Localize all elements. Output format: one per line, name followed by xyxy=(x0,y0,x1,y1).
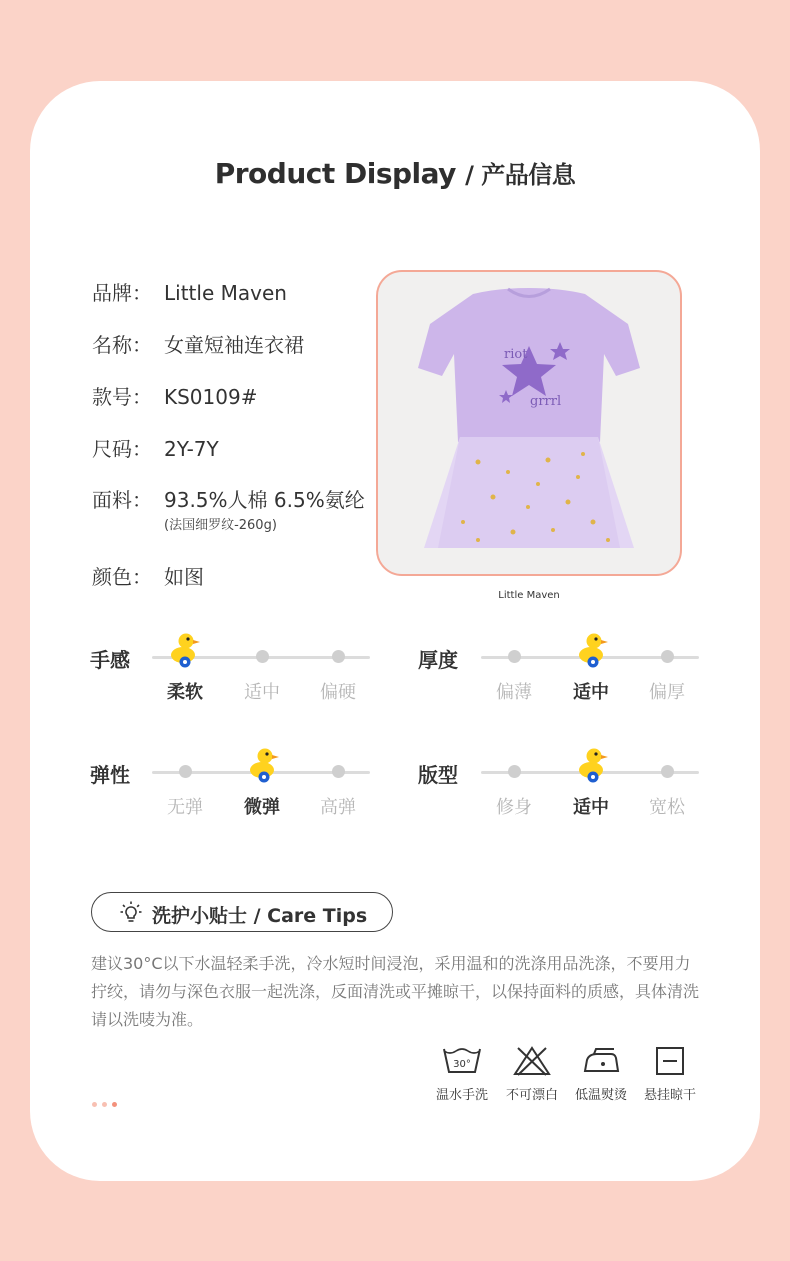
scale-label-feel: 手感 xyxy=(90,648,130,672)
page-title xyxy=(0,155,790,190)
scale-option: 适中 xyxy=(244,682,280,703)
scale-label-elasticity: 弹性 xyxy=(90,763,130,787)
care-label: 温水手洗 xyxy=(435,1088,488,1103)
care-item-hang-dry xyxy=(635,1046,705,1103)
fabric-note: (法国细罗纹-260g) xyxy=(164,518,277,533)
print-text-top: riot xyxy=(504,347,528,362)
duck-indicator-icon xyxy=(167,631,203,669)
title-sub: / 产品信息 xyxy=(465,161,576,189)
scale-dot xyxy=(179,765,192,778)
scale-dot xyxy=(508,650,521,663)
wash-temp-badge: 30° xyxy=(453,1059,471,1070)
title-main: Product Display xyxy=(214,157,456,190)
spec-brand: 品牌： Little Maven xyxy=(92,281,287,305)
duck-indicator-icon xyxy=(246,746,282,784)
scale-dot xyxy=(661,765,674,778)
scale-label-fit: 版型 xyxy=(418,763,458,787)
low-iron-icon xyxy=(581,1046,621,1076)
scale-option: 修身 xyxy=(496,797,532,818)
care-label: 悬挂晾干 xyxy=(643,1088,696,1103)
care-tips-text: 建议30°C以下水温轻柔手洗，冷水短时间浸泡，采用温和的洗涤用品洗涤，不要用力拧绞，请勿与深色衣服一起洗涤，反面清洗或平摊晾干，以保持面料的质感，具体清洗请以洗唛为准。 xyxy=(91,954,700,1029)
spec-name: 名称： 女童短袖连衣裙 xyxy=(92,333,304,357)
scale-dot xyxy=(256,650,269,663)
care-label: 不可漂白 xyxy=(505,1088,558,1103)
scale-option: 宽松 xyxy=(649,797,685,818)
spec-style-no: 款号： KS0109# xyxy=(92,385,258,409)
care-tips-label: 洗护小贴士 / Care Tips xyxy=(152,905,368,927)
scale-dot xyxy=(332,650,345,663)
page-indicator xyxy=(92,1092,122,1111)
no-bleach-icon xyxy=(512,1046,552,1076)
spec-size: 尺码： 2Y-7Y xyxy=(92,437,219,461)
care-tips-pill xyxy=(91,892,393,932)
scale-option: 无弹 xyxy=(167,797,203,818)
scale-dot xyxy=(661,650,674,663)
spec-fabric: 面料： 93.5%人棉 6.5%氨纶 (法国细罗纹-260g) xyxy=(92,488,365,533)
scale-option: 适中 xyxy=(573,797,609,818)
scale-option: 偏硬 xyxy=(320,682,356,703)
scale-label-thickness: 厚度 xyxy=(418,648,458,672)
scale-dot xyxy=(508,765,521,778)
scale-option: 微弹 xyxy=(244,797,280,818)
product-photo xyxy=(376,270,682,576)
hang-dry-icon xyxy=(650,1046,690,1076)
hand-wash-icon xyxy=(442,1046,482,1076)
care-label: 低温熨烫 xyxy=(574,1088,627,1103)
print-text-bottom: grrrl xyxy=(530,394,562,409)
care-item-low-iron xyxy=(566,1046,636,1103)
dress-illustration xyxy=(418,288,640,548)
care-item-hand-wash xyxy=(427,1046,497,1103)
scale-option: 高弹 xyxy=(320,797,356,818)
duck-indicator-icon xyxy=(575,631,611,669)
scale-option: 偏厚 xyxy=(649,682,685,703)
spec-color: 颜色： 如图 xyxy=(92,565,204,589)
scale-option: 柔软 xyxy=(167,682,203,703)
scale-dot xyxy=(332,765,345,778)
photo-caption: Little Maven xyxy=(498,590,560,601)
lightbulb-icon xyxy=(120,901,142,923)
duck-indicator-icon xyxy=(575,746,611,784)
scale-option: 适中 xyxy=(573,682,609,703)
scale-option: 偏薄 xyxy=(496,682,532,703)
care-item-no-bleach xyxy=(497,1046,567,1103)
